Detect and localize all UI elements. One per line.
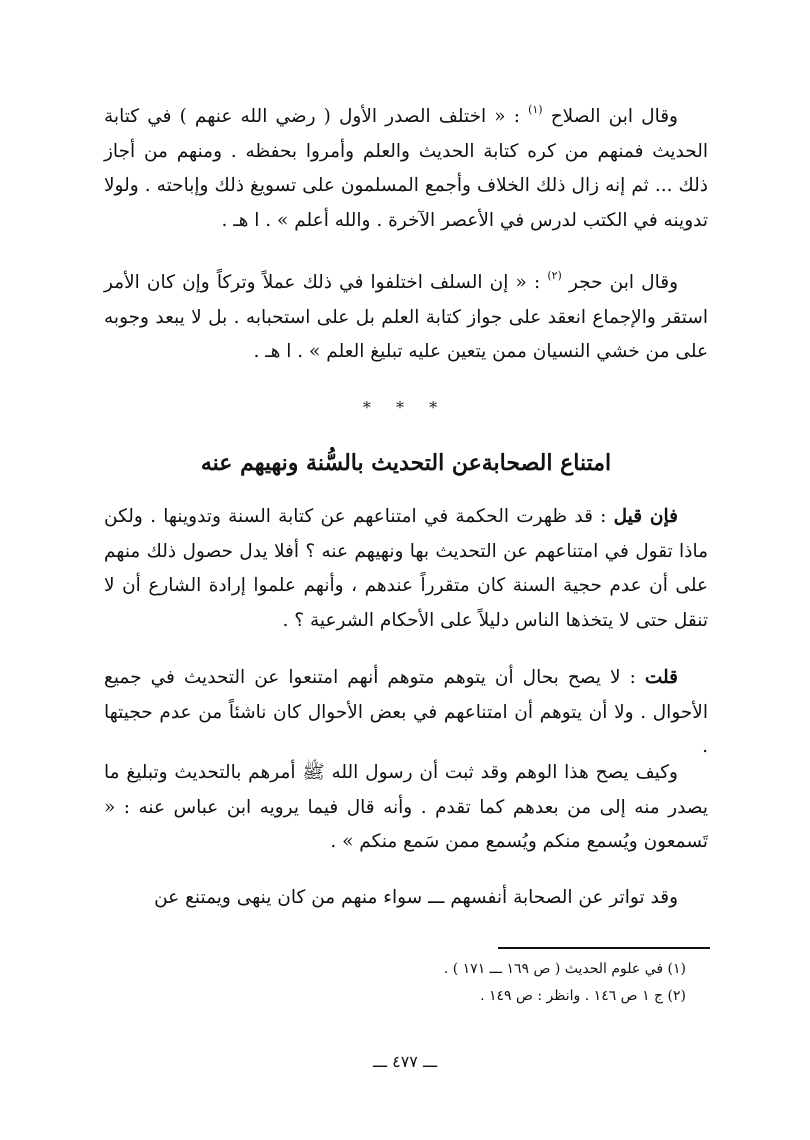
section-separator: * * * — [362, 398, 448, 417]
paragraph-text: وقد تواتر عن الصحابة أنفسهم ـــ سواء منهم من كان ينهى ويمتنع عن — [154, 887, 678, 908]
footnote-2: (٢) ج ١ ص ١٤٦ . وانظر : ص ١٤٩ . — [480, 988, 686, 1004]
footnote-reference-1: (١) — [528, 103, 543, 116]
footnote-divider — [498, 947, 710, 949]
paragraph-text: : « اختلف الصدر الأول ( رضي الله عنهم ) في كتابة الحديث فمنهم من كره كتابة الحديث والعلم وأمروا بحفظه . ومنهم من أجاز ذلك ... ثم إنه زال ذلك الخلاف وأجمع المسلمون على تسويغ ذلك وإباحته . ولولا تدوينه في الكتب لدرس في الأعصر الآخرة . والله أعلم » . ا هـ . — [104, 106, 708, 231]
paragraph-objection — [104, 500, 708, 638]
paragraph-text: وكيف يصح هذا الوهم وقد ثبت أن رسول الله ﷺ أمرهم بالتحديث وتبليغ ما يصدر منه إلى من بعدهم كما تقدم . وأنه قال فيما يرويه ابن عباس عنه : « تَسمعون ويُسمع منكم ويُسمع ممن سَمع منكم » . — [104, 762, 708, 852]
section-heading: امتناع الصحابةعن التحديث بالسُّنة ونهيهم عنه — [200, 450, 612, 476]
footnotes — [104, 956, 686, 1010]
paragraph-ibn-al-salah — [104, 100, 708, 238]
paragraph-continuation — [104, 881, 708, 916]
paragraph-text: وقال ابن حجر — [568, 272, 678, 293]
page-number: ـــ ٤٧٧ ـــ — [372, 1052, 438, 1071]
paragraph-text: وقال ابن الصلاح — [550, 106, 678, 127]
footnote-reference-2: (٢) — [547, 269, 562, 282]
footnote-1: (١) في علوم الحديث ( ص ١٦٩ ـــ ١٧١ ) . — [443, 961, 686, 977]
paragraph-hadith — [104, 756, 708, 860]
paragraph-reply — [104, 661, 708, 765]
paragraph-text: : لا يصح بحال أن يتوهم متوهم أنهم امتنعوا عن التحديث في جميع الأحوال . ولا أن يتوهم أن امتناعهم في بعض الأحوال كان ناشئاً من عدم حجيتها . — [104, 667, 708, 757]
paragraph-ibn-hajar — [104, 266, 708, 370]
paragraph-text: : « إن السلف اختلفوا في ذلك عملاً وتركاً وإن كان الأمر استقر والإجماع انعقد على جواز كتابة العلم بل على استحبابه . بل لا يبعد وجوبه على من خشي النسيان ممن يتعين عليه تبليغ العلم » . ا هـ . — [104, 272, 708, 362]
paragraph-text: : قد ظهرت الحكمة في امتناعهم عن كتابة السنة وتدوينها . ولكن ماذا تقول في امتناعهم عن التحديث بها ونهيهم عنه ؟ أفلا يدل حصول ذلك منهم على أن عدم حجية السنة كان متقرراً عندهم ، وأنهم علموا إرادة الشارع أن لا تنقل حتى لا يتخذها الناس دليلاً على الأحكام الشرعية ؟ . — [104, 506, 708, 631]
paragraph-lead: فإن قيل — [613, 506, 678, 527]
paragraph-lead: قلت — [644, 667, 678, 688]
